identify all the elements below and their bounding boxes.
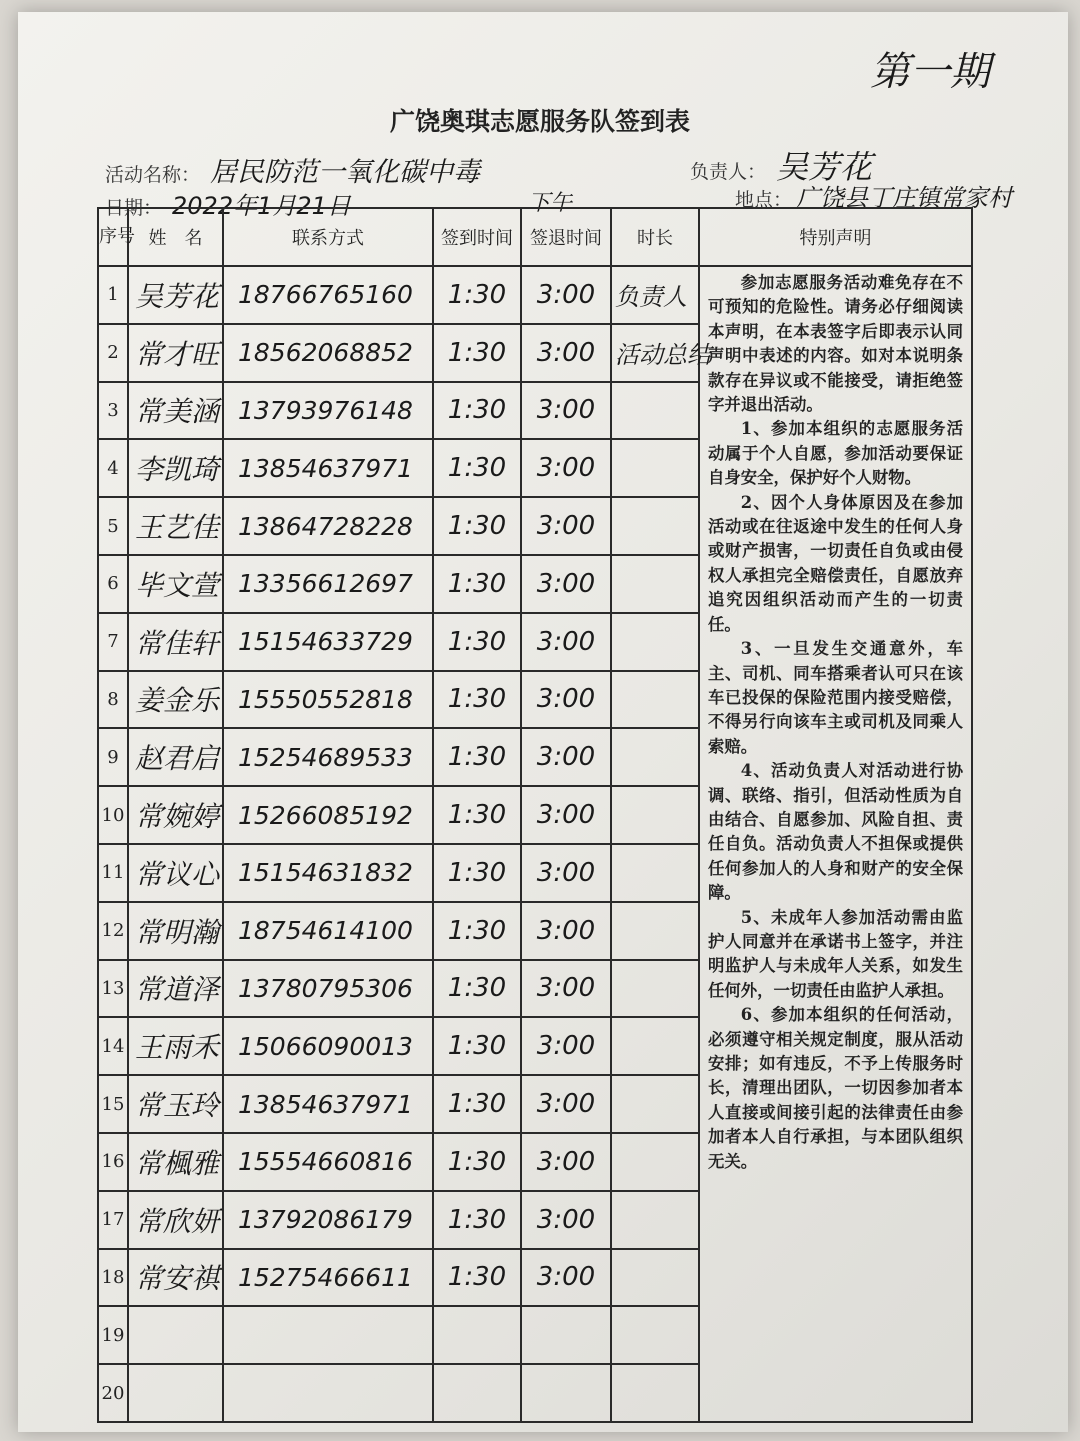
sign-out-time: 3:00 xyxy=(521,613,611,671)
row-number: 14 xyxy=(98,1017,128,1075)
table-header-row xyxy=(98,208,972,266)
signee-name: 常欣妍 xyxy=(128,1191,223,1249)
statement-paragraph: 参加志愿服务活动难免存在不可预知的危险性。请务必仔细阅读本声明，在本表签字后即表示认同声明中表述的内容。如对本说明条款存在异议或不能接受，请拒绝签字并退出活动。 xyxy=(708,273,963,415)
sign-out-time: 3:00 xyxy=(521,671,611,729)
signee-name: 常婉婷 xyxy=(128,786,223,844)
contact-phone: 13864728228 xyxy=(223,497,433,555)
duration xyxy=(611,960,699,1018)
signee-name: 常道泽 xyxy=(128,960,223,1018)
signee-name: 常佳轩 xyxy=(128,613,223,671)
contact-phone: 18766765160 xyxy=(223,266,433,324)
duration: 活动总结 xyxy=(611,324,699,382)
sign-in-time: 1:30 xyxy=(433,439,521,497)
sign-in-time: 1:30 xyxy=(433,266,521,324)
header-sign-out-time: 签退时间 xyxy=(521,208,611,266)
row-number: 9 xyxy=(98,728,128,786)
signee-name: 毕文萱 xyxy=(128,555,223,613)
row-number: 16 xyxy=(98,1133,128,1191)
contact-phone: 13356612697 xyxy=(223,555,433,613)
sign-in-time: 1:30 xyxy=(433,728,521,786)
contact-phone: 18754614100 xyxy=(223,902,433,960)
sign-in-time: 1:30 xyxy=(433,382,521,440)
row-number: 6 xyxy=(98,555,128,613)
duration xyxy=(611,728,699,786)
sign-in-time: 1:30 xyxy=(433,671,521,729)
row-number: 2 xyxy=(98,324,128,382)
sign-in-time: 1:30 xyxy=(433,786,521,844)
signee-name: 王艺佳 xyxy=(128,497,223,555)
place-label: 地点： xyxy=(735,189,793,211)
sign-out-time: 3:00 xyxy=(521,1249,611,1307)
signee-name: 常美涵 xyxy=(128,382,223,440)
sign-out-time xyxy=(521,1306,611,1364)
sign-out-time xyxy=(521,1364,611,1422)
contact-phone: 15254689533 xyxy=(223,728,433,786)
sign-out-time: 3:00 xyxy=(521,266,611,324)
sign-in-time: 1:30 xyxy=(433,844,521,902)
sign-out-time: 3:00 xyxy=(521,786,611,844)
contact-phone: 15550552818 xyxy=(223,671,433,729)
signee-name xyxy=(128,1364,223,1422)
duration: 负责人 xyxy=(611,266,699,324)
date-label: 日期： xyxy=(105,197,163,219)
row-number: 5 xyxy=(98,497,128,555)
sign-in-time: 1:30 xyxy=(433,1133,521,1191)
sign-in-time: 1:30 xyxy=(433,555,521,613)
contact-phone: 18562068852 xyxy=(223,324,433,382)
signee-name: 赵君启 xyxy=(128,728,223,786)
header-duration: 时长 xyxy=(611,208,699,266)
duration xyxy=(611,1017,699,1075)
sign-out-time: 3:00 xyxy=(521,1075,611,1133)
sign-out-time: 3:00 xyxy=(521,960,611,1018)
sign-out-time: 3:00 xyxy=(521,1017,611,1075)
duration xyxy=(611,1306,699,1364)
row-number: 15 xyxy=(98,1075,128,1133)
duration xyxy=(611,844,699,902)
signee-name: 吴芳花 xyxy=(128,266,223,324)
sign-in-time xyxy=(433,1364,521,1422)
contact-phone: 15266085192 xyxy=(223,786,433,844)
statement-paragraph: 4、活动负责人对活动进行协调、联络、指引，但活动性质为自由结合、自愿参加、风险自担、责任自负。活动负责人不担保或提供任何参加人的人身和财产的安全保障。 xyxy=(708,761,963,903)
duration xyxy=(611,671,699,729)
statement-paragraph: 2、因个人身体原因及在参加活动或在往返途中发生的任何人身或财产损害，一切责任自负或由侵权人承担完全赔偿责任，自愿放弃追究因组织活动而产生的一切责任。 xyxy=(708,492,963,634)
statement-paragraph: 3、一旦发生交通意外，车主、司机、同车搭乘者认可只在该车已投保的保险范围内接受赔偿，不得另行向该车主或司机及同乘人索赔。 xyxy=(708,639,963,756)
sheet-title: 广饶奥琪志愿服务队签到表 xyxy=(389,107,690,136)
date-value: 2022年1月21日 xyxy=(172,192,351,220)
contact-phone: 15275466611 xyxy=(223,1249,433,1307)
signee-name: 常才旺 xyxy=(128,324,223,382)
signee-name: 李凯琦 xyxy=(128,439,223,497)
signee-name: 王雨禾 xyxy=(128,1017,223,1075)
signee-name: 常议心 xyxy=(128,844,223,902)
duration xyxy=(611,1249,699,1307)
row-number: 10 xyxy=(98,786,128,844)
sign-out-time: 3:00 xyxy=(521,497,611,555)
row-number: 3 xyxy=(98,382,128,440)
sign-out-time: 3:00 xyxy=(521,844,611,902)
row-number: 19 xyxy=(98,1306,128,1364)
statement-paragraph: 5、未成年人参加活动需由监护人同意并在承诺书上签字，并注明监护人与未成年人关系，如发生任何外，一切责任由监护人承担。 xyxy=(708,907,963,1000)
header-contact: 联系方式 xyxy=(223,208,433,266)
duration xyxy=(611,786,699,844)
table-row xyxy=(98,266,972,324)
header-number: 序号 xyxy=(98,208,128,266)
sign-in-time: 1:30 xyxy=(433,960,521,1018)
contact-phone: 15066090013 xyxy=(223,1017,433,1075)
signee-name: 常楓雅 xyxy=(128,1133,223,1191)
activity-value: 居民防范一氧化碳中毒 xyxy=(210,157,481,188)
duration xyxy=(611,1191,699,1249)
row-number: 20 xyxy=(98,1364,128,1422)
sign-out-time: 3:00 xyxy=(521,382,611,440)
duration xyxy=(611,497,699,555)
sign-in-time xyxy=(433,1306,521,1364)
header-name: 姓 名 xyxy=(128,208,223,266)
activity-label: 活动名称： xyxy=(105,164,201,186)
sign-in-time: 1:30 xyxy=(433,613,521,671)
duration xyxy=(611,555,699,613)
row-number: 18 xyxy=(98,1249,128,1307)
sign-out-time: 3:00 xyxy=(521,902,611,960)
contact-phone: 13792086179 xyxy=(223,1191,433,1249)
special-statement xyxy=(699,266,972,1422)
activity-field xyxy=(105,150,480,189)
contact-phone: 13793976148 xyxy=(223,382,433,440)
contact-phone: 15554660816 xyxy=(223,1133,433,1191)
contact-phone xyxy=(223,1306,433,1364)
contact-phone: 15154633729 xyxy=(223,613,433,671)
header-sign-in-time: 签到时间 xyxy=(433,208,521,266)
row-number: 12 xyxy=(98,902,128,960)
row-number: 11 xyxy=(98,844,128,902)
sign-in-time: 1:30 xyxy=(433,497,521,555)
contact-phone: 15154631832 xyxy=(223,844,433,902)
duration xyxy=(611,1075,699,1133)
row-number: 7 xyxy=(98,613,128,671)
duration xyxy=(611,439,699,497)
leader-value: 吴芳花 xyxy=(776,148,873,186)
sign-in-time: 1:30 xyxy=(433,902,521,960)
row-number: 4 xyxy=(98,439,128,497)
duration xyxy=(611,613,699,671)
row-number: 17 xyxy=(98,1191,128,1249)
sign-out-time: 3:00 xyxy=(521,439,611,497)
row-number: 13 xyxy=(98,960,128,1018)
contact-phone: 13854637971 xyxy=(223,1075,433,1133)
row-number: 8 xyxy=(98,671,128,729)
signee-name: 常安祺 xyxy=(128,1249,223,1307)
sign-in-time: 1:30 xyxy=(433,324,521,382)
sign-out-time: 3:00 xyxy=(521,555,611,613)
sign-out-time: 3:00 xyxy=(521,728,611,786)
signee-name: 常玉玲 xyxy=(128,1075,223,1133)
sign-out-time: 3:00 xyxy=(521,324,611,382)
signee-name: 姜金乐 xyxy=(128,671,223,729)
sign-in-time: 1:30 xyxy=(433,1075,521,1133)
sign-in-table xyxy=(97,207,973,1423)
sign-out-time: 3:00 xyxy=(521,1133,611,1191)
header-special-statement: 特别声明 xyxy=(699,208,972,266)
sign-in-time: 1:30 xyxy=(433,1249,521,1307)
period-note: 第一期 xyxy=(870,49,990,95)
contact-phone: 13854637971 xyxy=(223,439,433,497)
signee-name: 常明瀚 xyxy=(128,902,223,960)
sign-in-time: 1:30 xyxy=(433,1191,521,1249)
sign-out-time: 3:00 xyxy=(521,1191,611,1249)
place-value: 广饶县丁庄镇常家村 xyxy=(796,184,1013,212)
contact-phone xyxy=(223,1364,433,1422)
duration xyxy=(611,1133,699,1191)
leader-label: 负责人： xyxy=(690,161,767,183)
duration xyxy=(611,1364,699,1422)
statement-paragraph: 1、参加本组织的志愿服务活动属于个人自愿，参加活动要保证自身安全，保护好个人财物。 xyxy=(708,419,963,488)
sign-in-time: 1:30 xyxy=(433,1017,521,1075)
signee-name xyxy=(128,1306,223,1364)
contact-phone: 13780795306 xyxy=(223,960,433,1018)
time-of-day: 下午 xyxy=(528,191,573,216)
row-number: 1 xyxy=(98,266,128,324)
duration xyxy=(611,902,699,960)
duration xyxy=(611,382,699,440)
statement-paragraph: 6、参加本组织的任何活动，必须遵守相关规定制度，服从活动安排；如有违反，不予上传服务时长，清理出团队，一切因参加者本人直接或间接引起的法律责任由参加者本人自行承担，与本团队组织无关。 xyxy=(708,1005,963,1171)
